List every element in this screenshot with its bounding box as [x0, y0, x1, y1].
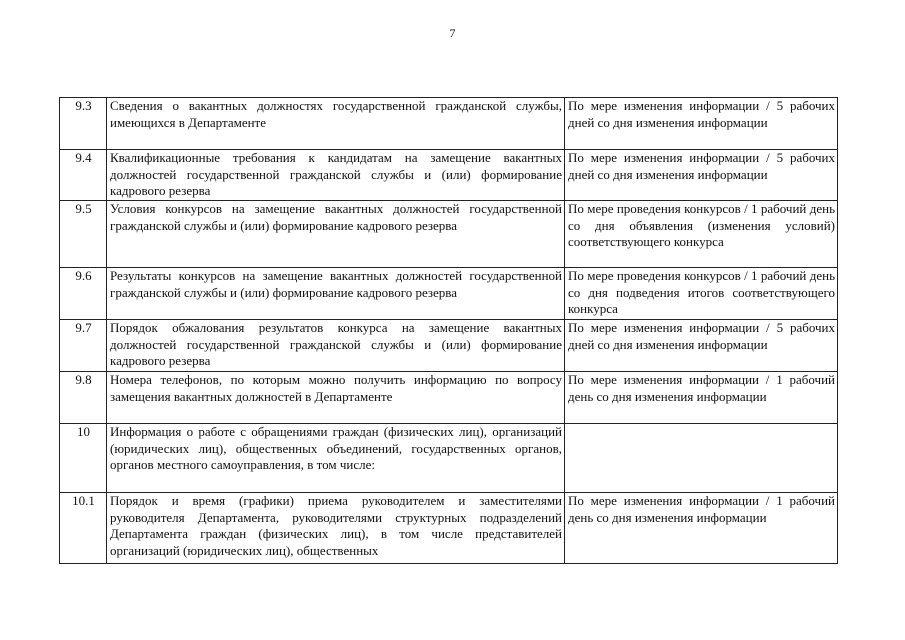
table-row — [60, 201, 838, 268]
row-number: 9.7 — [60, 320, 107, 372]
information-table — [59, 97, 838, 564]
table-row — [60, 268, 838, 320]
row-description: Сведения о вакантных должностях государственной гражданской службы, имеющихся в Департаменте — [107, 98, 565, 150]
table-row — [60, 150, 838, 201]
row-description: Условия конкурсов на замещение вакантных должностей государственной гражданской службы и (или) формирование кадрового резерва — [107, 201, 565, 268]
row-term: По мере проведения конкурсов / 1 рабочий день со дня подведения итогов соответствующего конкурса — [565, 268, 838, 320]
row-description: Квалификационные требования к кандидатам на замещение вакантных должностей государственной гражданской службы и (или) формирование кадрового резерва — [107, 150, 565, 201]
row-term: По мере изменения информации / 5 рабочих дней со дня изменения информации — [565, 98, 838, 150]
row-term: По мере изменения информации / 5 рабочих дней со дня изменения информации — [565, 320, 838, 372]
row-term — [565, 424, 838, 493]
row-term: По мере изменения информации / 5 рабочих дней со дня изменения информации — [565, 150, 838, 201]
row-description: Порядок и время (графики) приема руководителем и заместителями руководителя Департамента, руководителями структурных подразделений Департамента граждан (физических лиц), в том числе представителей организаций (юридических лиц), общественных — [107, 493, 565, 564]
row-description: Информация о работе с обращениями граждан (физических лиц), организаций (юридических лиц), общественных объединений, государственных органов, органов местного самоуправления, в том числе: — [107, 424, 565, 493]
row-number: 9.6 — [60, 268, 107, 320]
page-number: 7 — [449, 26, 456, 40]
row-description: Номера телефонов, по которым можно получить информацию по вопросу замещения вакантных должностей в Департаменте — [107, 372, 565, 424]
row-number: 9.8 — [60, 372, 107, 424]
table-row — [60, 98, 838, 150]
table-row — [60, 493, 838, 564]
table-row — [60, 320, 838, 372]
table-row — [60, 372, 838, 424]
row-number: 9.5 — [60, 201, 107, 268]
row-term: По мере изменения информации / 1 рабочий день со дня изменения информации — [565, 493, 838, 564]
row-term: По мере проведения конкурсов / 1 рабочий день со дня объявления (изменения условий) соответствующего конкурса — [565, 201, 838, 268]
row-term: По мере изменения информации / 1 рабочий день со дня изменения информации — [565, 372, 838, 424]
table-row — [60, 424, 838, 493]
row-number: 9.4 — [60, 150, 107, 201]
row-description: Порядок обжалования результатов конкурса на замещение вакантных должностей государственной гражданской службы и (или) формирование кадрового резерва — [107, 320, 565, 372]
row-number: 10.1 — [60, 493, 107, 564]
row-description: Результаты конкурсов на замещение вакантных должностей государственной гражданской службы и (или) формирование кадрового резерва — [107, 268, 565, 320]
row-number: 9.3 — [60, 98, 107, 150]
row-number: 10 — [60, 424, 107, 493]
